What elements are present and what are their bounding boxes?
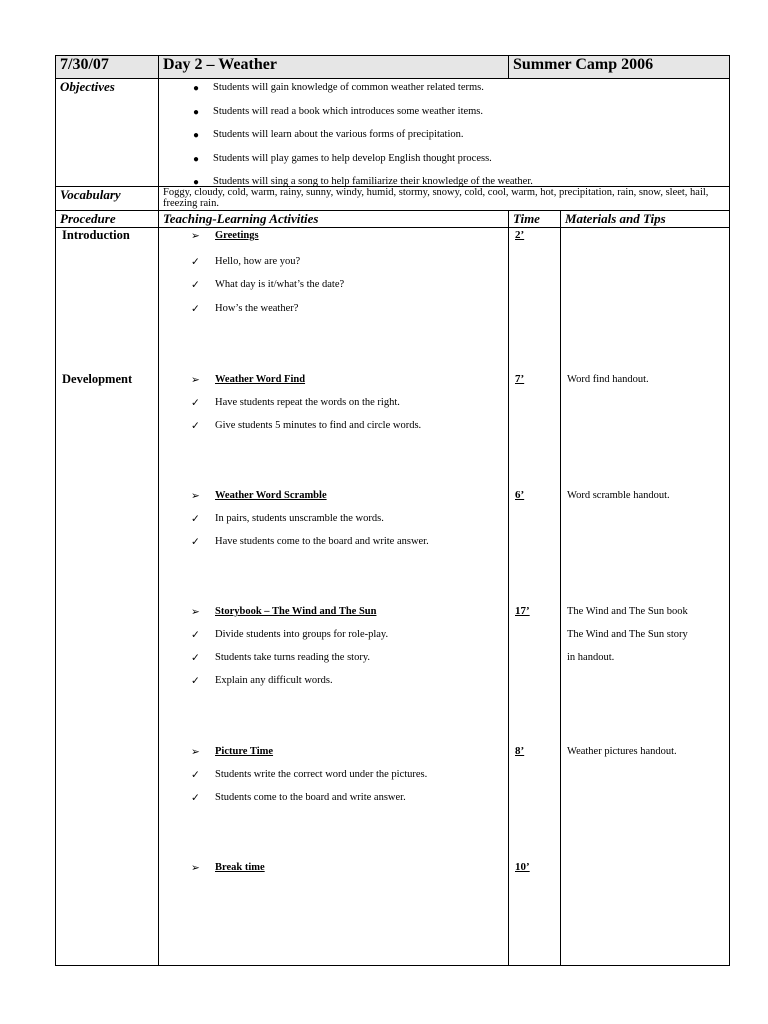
- column-header-row: [56, 211, 730, 228]
- time-value: 10’: [515, 861, 530, 873]
- check-icon: ✓: [191, 630, 200, 641]
- material-item: Word scramble handout.: [567, 490, 670, 501]
- arrow-icon: ➢: [191, 607, 200, 618]
- material-item: The Wind and The Sun story: [567, 629, 688, 640]
- bullet-icon: ●: [193, 130, 200, 141]
- objective-item: ● Students will learn about the various forms of precipitation.: [193, 129, 464, 141]
- development-label: Development: [62, 372, 133, 386]
- objectives-list: [163, 81, 725, 186]
- materials-cell: [561, 228, 730, 966]
- introduction-label: Introduction: [62, 228, 130, 242]
- time-value: 17’: [515, 605, 530, 617]
- header-row: [56, 56, 730, 79]
- materials-header: Materials and Tips: [561, 211, 730, 228]
- time-value: 2’: [515, 229, 525, 241]
- vocabulary-text: Foggy, cloudy, cold, warm, rainy, sunny, windy, humid, stormy, snowy, cold, cool, warm, hot, precipitation, rain, snow, sleet, hail, freezing rain.: [163, 187, 709, 209]
- arrow-icon: ➢: [191, 231, 200, 242]
- bullet-icon: ●: [193, 83, 200, 94]
- arrow-icon: ➢: [191, 375, 200, 386]
- objectives-label: Objectives: [56, 79, 159, 187]
- activities-cell: ➢ Greetings ✓ Hello, how are you? ✓ What day is it/what’s the date? ✓ How’s the weather? ➢ Weather Word Find ✓ Have students repeat the words on the right. ✓ Give students 5 minutes to find and circle words. ➢ Weather Word Scramble ✓ In pairs, students unscramble the words. ✓ Have students come to the board and write answer. ➢ Storybook – The Wind and The Sun ✓ Divide students into groups for role-play. ✓ Students take turns reading the story. ✓ Explain any difficult words. ➢ Picture Time ✓ Students write the correct word under the pictures. ✓ Students come to the board and write answer. ➢ Break time: [159, 228, 509, 966]
- camp-title: Summer Camp 2006: [509, 56, 730, 79]
- material-item: Weather pictures handout.: [567, 746, 677, 757]
- time-value: 7’: [515, 373, 525, 385]
- check-icon: ✓: [191, 653, 200, 664]
- material-item: The Wind and The Sun book: [567, 606, 688, 617]
- objective-item: ● Students will gain knowledge of common weather related terms.: [193, 82, 484, 94]
- objectives-row: [56, 79, 730, 187]
- arrow-icon: ➢: [191, 863, 200, 874]
- objective-item: ● Students will play games to help develop English thought process.: [193, 152, 492, 165]
- activities-header: Teaching-Learning Activities: [159, 211, 509, 228]
- time-value: 8’: [515, 745, 525, 757]
- material-item: in handout.: [567, 652, 615, 663]
- arrow-icon: ➢: [191, 491, 200, 502]
- arrow-icon: ➢: [191, 747, 200, 758]
- lesson-title: Day 2 – Weather: [159, 56, 509, 79]
- check-icon: ✓: [191, 770, 200, 781]
- vocabulary-cell: [159, 187, 730, 211]
- check-icon: ✓: [191, 398, 200, 409]
- check-icon: ✓: [191, 304, 200, 315]
- bullet-icon: ●: [193, 177, 200, 186]
- material-item: Word find handout.: [567, 374, 649, 385]
- check-icon: ✓: [191, 537, 200, 548]
- time-cell: [509, 228, 561, 966]
- vocabulary-row: [56, 187, 730, 211]
- check-icon: ✓: [191, 421, 200, 432]
- vocabulary-label: Vocabulary: [56, 187, 159, 211]
- objective-item: ● Students will sing a song to help familiarize their knowledge of the weather.: [193, 175, 725, 186]
- bullet-icon: ●: [193, 106, 200, 118]
- date-cell: 7/30/07: [56, 56, 159, 79]
- procedure-cell: [56, 228, 159, 966]
- objectives-cell: [159, 79, 730, 187]
- time-header: Time: [509, 211, 561, 228]
- bullet-icon: ●: [193, 153, 200, 165]
- procedure-body-row: [56, 228, 730, 966]
- check-icon: ✓: [191, 793, 200, 804]
- check-icon: ✓: [191, 257, 200, 268]
- check-icon: ✓: [191, 514, 200, 525]
- check-icon: ✓: [191, 676, 200, 687]
- procedure-header: Procedure: [56, 211, 159, 228]
- lesson-plan-table: [55, 55, 730, 966]
- objective-item: ● Students will read a book which introduces some weather items.: [193, 105, 484, 118]
- check-icon: ✓: [191, 280, 200, 291]
- time-value: 6’: [515, 489, 525, 501]
